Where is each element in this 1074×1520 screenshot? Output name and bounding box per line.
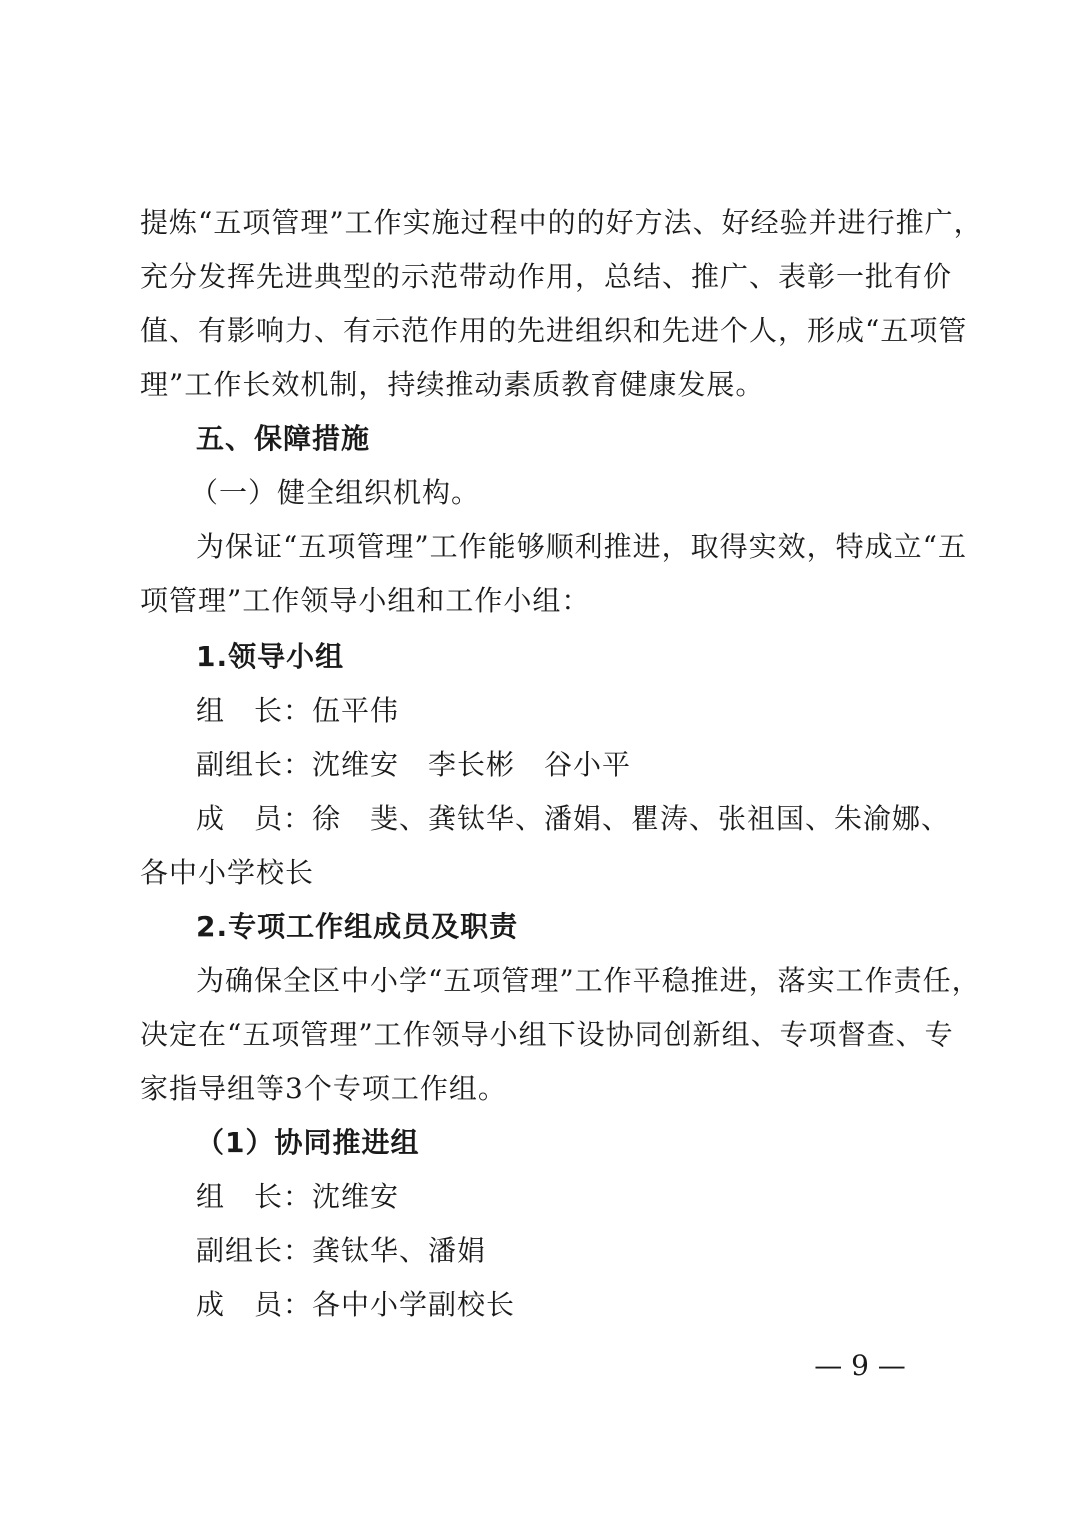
paragraph-line: 理”工作长效机制，持续推动素质教育健康发展。 bbox=[140, 368, 765, 401]
paragraph-line: 提炼“五项管理”工作实施过程中的的好方法、好经验并进行推广， bbox=[140, 206, 983, 239]
group-title: 2.专项工作组成员及职责 bbox=[196, 910, 519, 943]
paragraph-line: 为确保全区中小学“五项管理”工作平稳推进，落实工作责任， bbox=[196, 964, 981, 997]
paragraph-line: 充分发挥先进典型的示范带动作用，总结、推广、表彰一批有价 bbox=[140, 260, 953, 293]
subgroup-members: 成 员：各中小学副校长 bbox=[196, 1288, 516, 1321]
paragraph-line: 为保证“五项管理”工作能够顺利推进，取得实效，特成立“五 bbox=[196, 530, 967, 563]
group-leader: 组 长：伍平伟 bbox=[196, 694, 400, 727]
subgroup-deputy: 副组长：龚钛华、潘娟 bbox=[196, 1234, 487, 1267]
group-members-cont: 各中小学校长 bbox=[140, 856, 315, 889]
paragraph-line: 家指导组等3个专项工作组。 bbox=[140, 1072, 507, 1105]
group-deputy: 副组长：沈维安 李长彬 谷小平 bbox=[196, 748, 632, 781]
subgroup-leader: 组 长：沈维安 bbox=[196, 1180, 400, 1213]
paragraph-line: 决定在“五项管理”工作领导小组下设协同创新组、专项督查、专 bbox=[140, 1018, 954, 1051]
section-heading: 五、保障措施 bbox=[196, 422, 371, 455]
paragraph-line: 项管理”工作领导小组和工作小组： bbox=[140, 584, 591, 617]
subsection-heading: （一）健全组织机构。 bbox=[190, 476, 481, 509]
paragraph-line: 值、有影响力、有示范作用的先进组织和先进个人，形成“五项管 bbox=[140, 314, 968, 347]
group-title: 1.领导小组 bbox=[196, 640, 345, 673]
page-number: — 9 — bbox=[814, 1349, 906, 1382]
subgroup-title: （1）协同推进组 bbox=[196, 1126, 420, 1159]
group-members: 成 员：徐 斐、龚钛华、潘娟、瞿涛、张祖国、朱渝娜、 bbox=[196, 802, 951, 835]
